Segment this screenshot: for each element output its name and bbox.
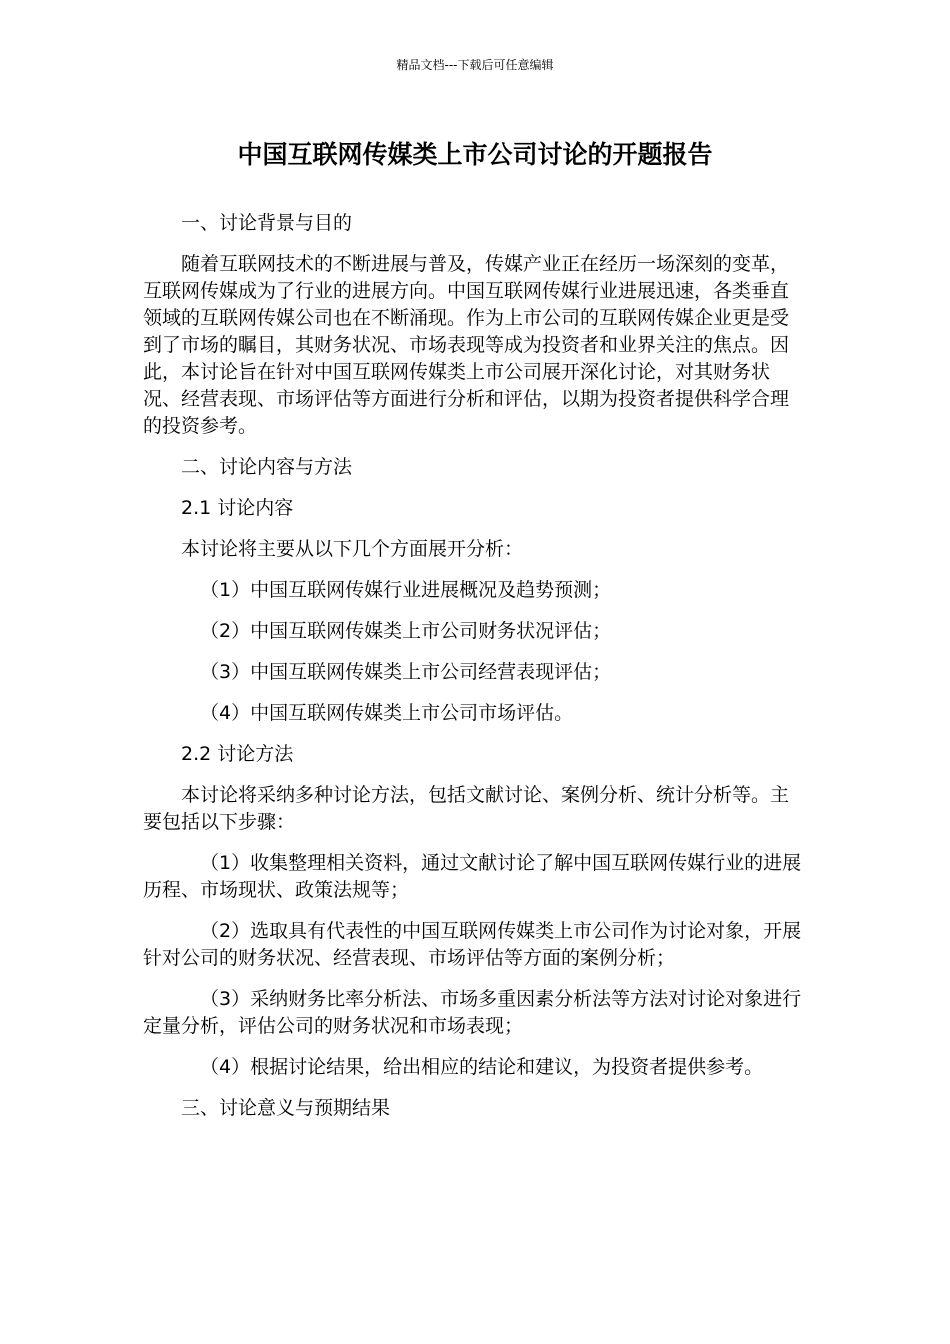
subsection-heading-2-1: 2.1 讨论内容 <box>181 497 294 519</box>
content-item-2: （2）中国互联网传媒类上市公司财务状况评估； <box>200 620 612 642</box>
method-step-2: （2）选取具有代表性的中国互联网传媒类上市公司作为讨论对象，开展针对公司的财务状况、经营表现、市场评估等方面的案例分析； <box>143 920 802 969</box>
section-heading-1: 一、讨论背景与目的 <box>181 212 353 234</box>
content-item-1: （1）中国互联网传媒行业进展概况及趋势预测； <box>200 579 612 601</box>
method-intro: 本讨论将采纳多种讨论方法，包括文献讨论、案例分析、统计分析等。主要包括以下步骤： <box>143 784 790 833</box>
page-header: 精品文档---下载后可任意编辑 <box>396 58 554 72</box>
background-paragraph: 随着互联网技术的不断进展与普及，传媒产业正在经历一场深刻的变革，互联网传媒成为了行业的进展方向。中国互联网传媒行业进展迅速，各类垂直领域的互联网传媒公司也在不断涌现。作为上市公司的互联网传媒企业更是受到了市场的瞩目，其财务状况、市场表现等成为投资者和业界关注的焦点。因此，本讨论旨在针对中国互联网传媒类上市公司展开深化讨论，对其财务状况、经营表现、市场评估等方面进行分析和评估，以期为投资者提供科学合理的投资参考。 <box>143 253 790 437</box>
document-title: 中国互联网传媒类上市公司讨论的开题报告 <box>237 140 713 169</box>
method-step-3: （3）采纳财务比率分析法、市场多重因素分析法等方法对讨论对象进行定量分析，评估公司的财务状况和市场表现； <box>143 988 802 1037</box>
content-intro: 本讨论将主要从以下几个方面展开分析： <box>181 538 524 560</box>
content-item-3: （3）中国互联网传媒类上市公司经营表现评估； <box>200 661 612 683</box>
document-body <box>143 210 805 1136</box>
subsection-heading-2-2: 2.2 讨论方法 <box>181 743 294 765</box>
content-item-4: （4）中国互联网传媒类上市公司市场评估。 <box>200 702 574 724</box>
method-step-4: （4）根据讨论结果，给出相应的结论和建议，为投资者提供参考。 <box>200 1056 764 1078</box>
section-heading-2: 二、讨论内容与方法 <box>181 456 353 478</box>
method-step-1: （1）收集整理相关资料，通过文献讨论了解中国互联网传媒行业的进展历程、市场现状、政策法规等； <box>143 852 802 901</box>
section-heading-3: 三、讨论意义与预期结果 <box>181 1097 391 1119</box>
